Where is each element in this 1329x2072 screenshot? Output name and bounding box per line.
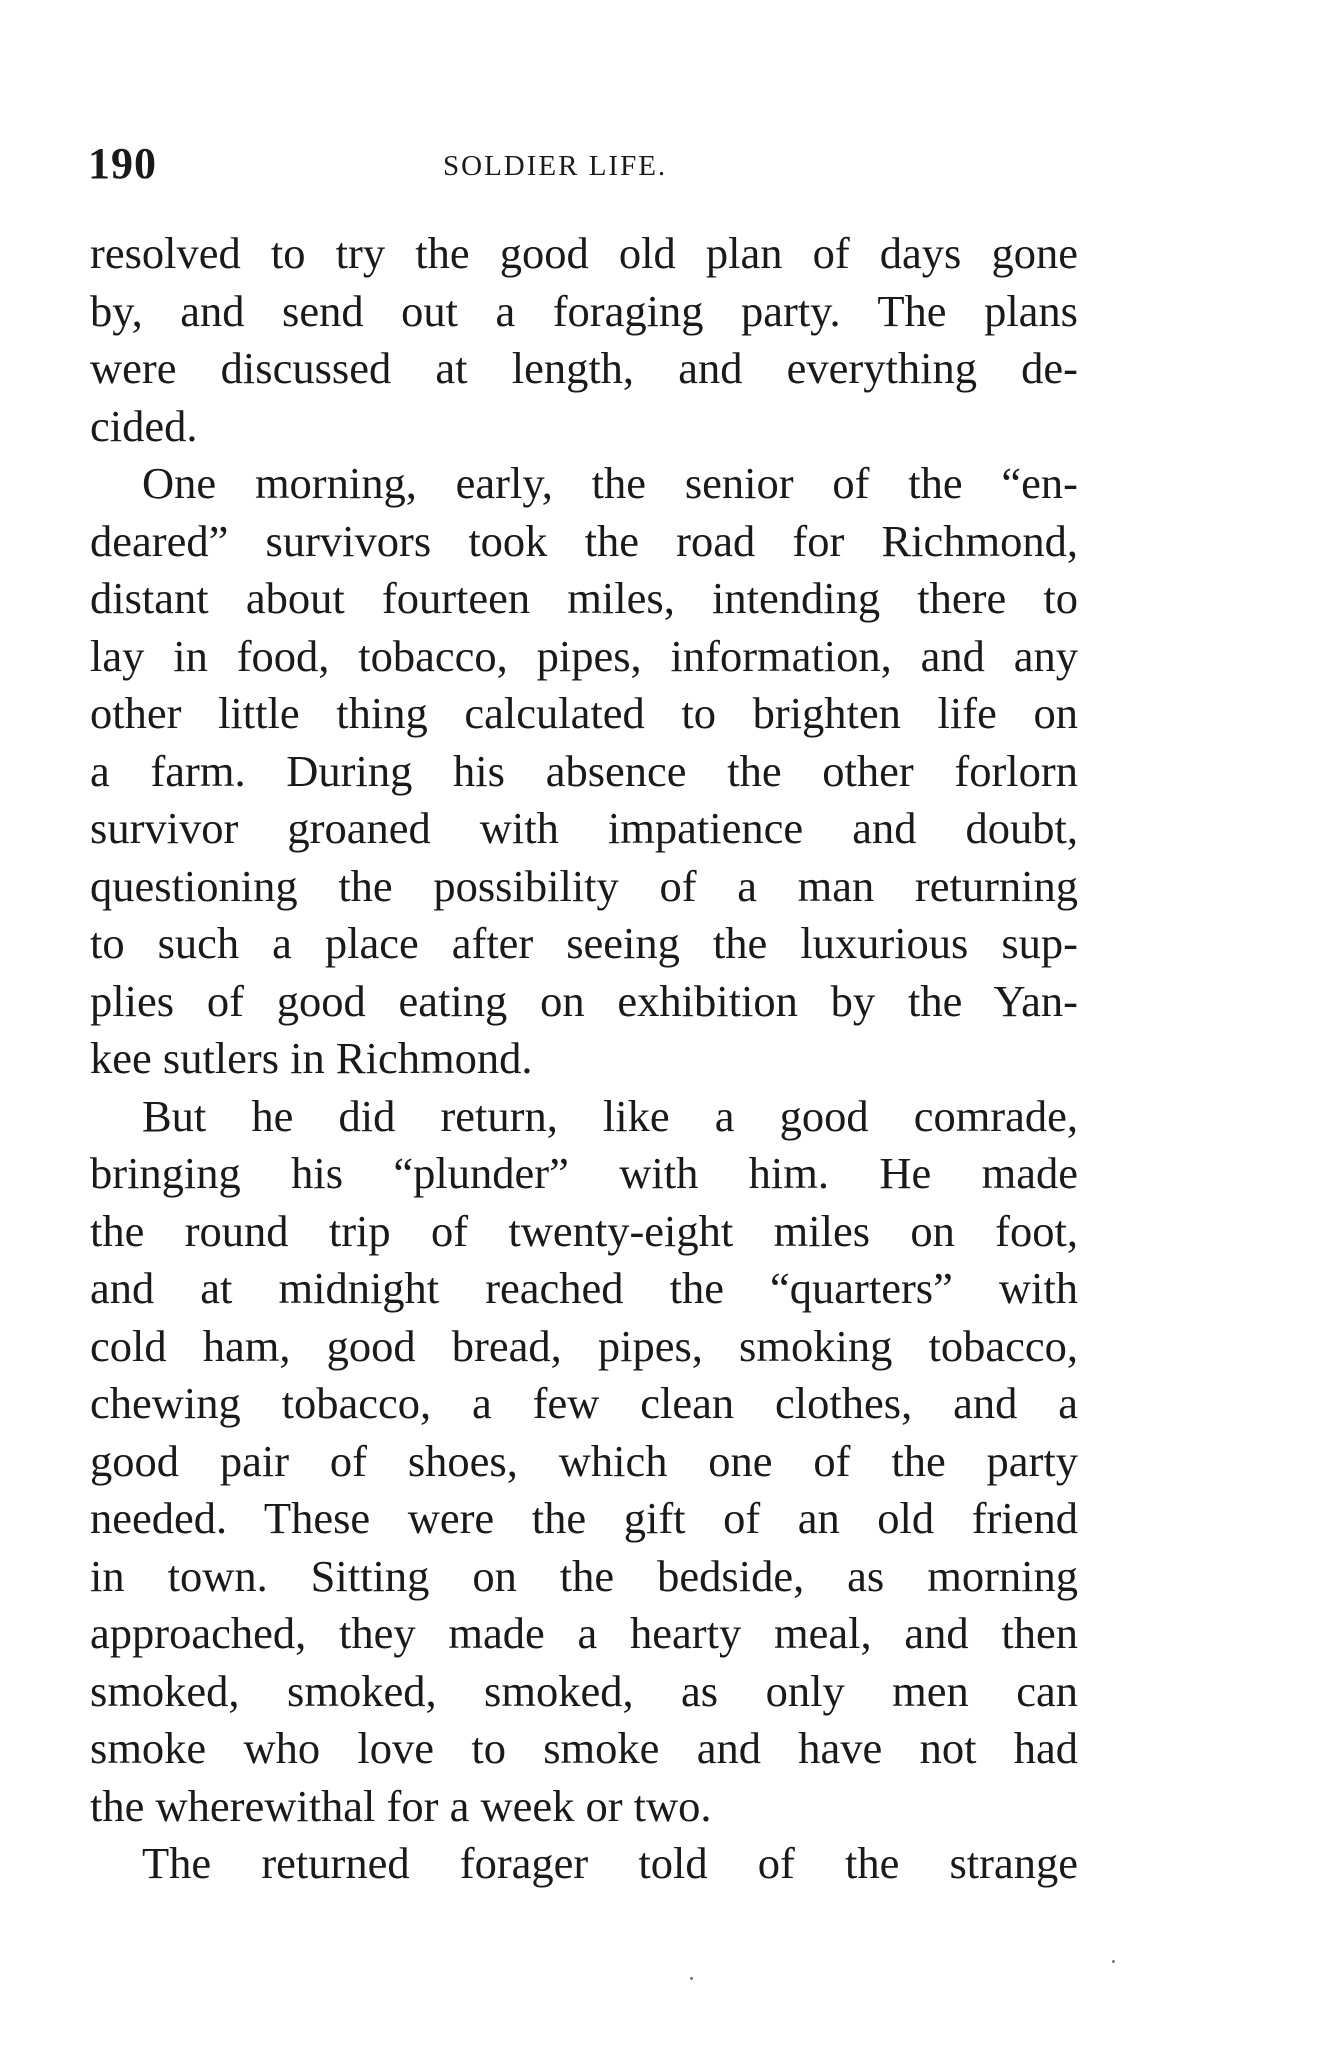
body-text: [90, 225, 1078, 1893]
text-line: good pair of shoes, which one of the party: [90, 1435, 1078, 1486]
text-line: plies of good eating on exhibition by the Yan-: [90, 975, 1078, 1026]
text-line: lay in food, tobacco, pipes, information, and any: [90, 630, 1078, 681]
text-line: smoke who love to smoke and have not had: [90, 1723, 1078, 1773]
text-line: cided.: [90, 400, 198, 451]
text-line: cold ham, good bread, pipes, smoking tobacco,: [90, 1320, 1078, 1371]
text-line: smoked, smoked, smoked, as only men can: [90, 1665, 1078, 1716]
text-line: approached, they made a hearty meal, and then: [90, 1608, 1078, 1658]
text-line: and at midnight reached the “quarters” with: [90, 1263, 1078, 1313]
paragraph-4: [90, 1835, 1078, 1893]
text-line: kee sutlers in Richmond.: [90, 1033, 533, 1083]
text-line: a farm. During his absence the other forlorn: [90, 745, 1078, 796]
paper-speck: [690, 1977, 693, 1980]
text-line: survivor groaned with impatience and doubt,: [90, 803, 1078, 853]
running-head: SOLDIER LIFE.: [443, 150, 668, 182]
page-number: 190: [88, 139, 157, 188]
text-line: chewing tobacco, a few clean clothes, and a: [90, 1378, 1078, 1428]
text-line: bringing his “plunder” with him. He made: [90, 1148, 1078, 1198]
paragraph-3: [90, 1088, 1078, 1836]
text-line: in town. Sitting on the bedside, as morning: [90, 1550, 1078, 1601]
text-line: The returned forager told of the strange: [142, 1838, 1078, 1888]
text-line: resolved to try the good old plan of days gone: [90, 228, 1078, 278]
text-line: other little thing calculated to brighten life on: [90, 688, 1078, 738]
text-line: questioning the possibility of a man returning: [90, 860, 1078, 911]
paragraph-2: [90, 455, 1078, 1088]
text-line: by, and send out a foraging party. The plans: [90, 285, 1078, 336]
text-line: to such a place after seeing the luxurious sup-: [90, 918, 1078, 968]
paragraph-1: [90, 225, 1078, 455]
page-header: [88, 138, 1088, 198]
text-line: deared” survivors took the road for Richmond,: [90, 515, 1078, 566]
text-line: were discussed at length, and everything de-: [90, 343, 1078, 393]
text-line: the round trip of twenty-eight miles on foot,: [90, 1205, 1078, 1256]
text-line: needed. These were the gift of an old friend: [90, 1493, 1078, 1543]
paper-speck: [1112, 1960, 1115, 1963]
text-line: But he did return, like a good comrade,: [142, 1090, 1078, 1141]
text-line: distant about fourteen miles, intending there to: [90, 573, 1078, 623]
text-line: the wherewithal for a week or two.: [90, 1780, 712, 1831]
text-line: One morning, early, the senior of the “en-: [142, 458, 1078, 508]
